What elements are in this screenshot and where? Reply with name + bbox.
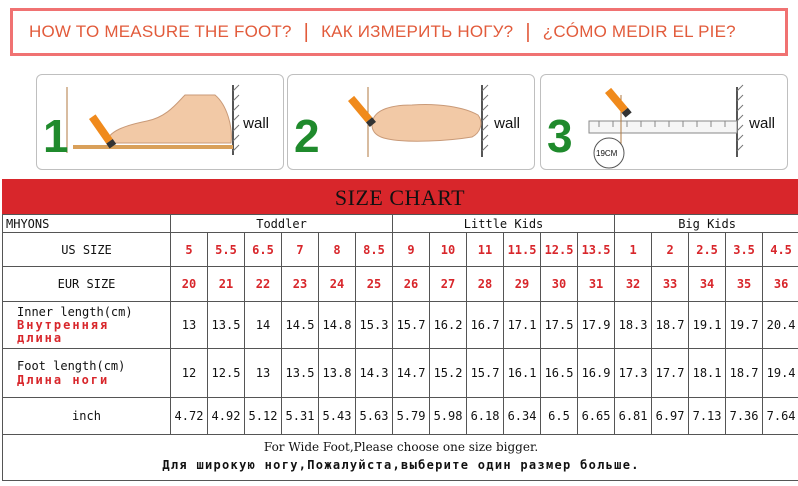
size-cell: 16.2 (430, 302, 467, 349)
size-cell: 24 (319, 267, 356, 302)
size-cell: 33 (652, 267, 689, 302)
size-cell: 19.7 (726, 302, 763, 349)
brand-label: MHYONS (3, 215, 171, 233)
size-cell: 13.5 (208, 302, 245, 349)
size-table (2, 214, 798, 481)
banner-title-en: HOW TO MEASURE THE FOOT? (29, 22, 292, 41)
size-cell: 3.5 (726, 233, 763, 267)
size-cell: 18.1 (689, 349, 726, 398)
banner-separator: | (525, 20, 531, 43)
size-cell: 14.7 (393, 349, 430, 398)
size-cell: 16.5 (541, 349, 578, 398)
foot-length-row (3, 349, 798, 398)
size-cell: 19.4 (763, 349, 798, 398)
size-cell: 6.5 (541, 398, 578, 435)
size-cell: 14.8 (319, 302, 356, 349)
size-cell: 6.5 (245, 233, 282, 267)
size-cell: 2 (652, 233, 689, 267)
step-2-panel (287, 74, 535, 170)
size-cell: 12.5 (541, 233, 578, 267)
size-cell: 7 (282, 233, 319, 267)
banner-title-ru: КАК ИЗМЕРИТЬ НОГУ? (321, 22, 514, 41)
size-cell: 12.5 (208, 349, 245, 398)
row-label-ru: Длина ноги (17, 373, 110, 387)
size-cell: 11.5 (504, 233, 541, 267)
size-chart-title: SIZE CHART (2, 179, 798, 214)
size-cell: 17.3 (615, 349, 652, 398)
eur-size-row (3, 267, 798, 302)
step-number: 3 (547, 110, 573, 162)
size-cell: 13.5 (282, 349, 319, 398)
size-chart (2, 179, 798, 486)
ruler-measure-label: 19CM (596, 149, 618, 158)
size-cell: 19.1 (689, 302, 726, 349)
inner-length-row (3, 302, 798, 349)
wall-label: wall (243, 115, 269, 132)
step-number: 1 (43, 110, 69, 162)
size-cell: 36 (763, 267, 798, 302)
size-cell: 29 (504, 267, 541, 302)
banner-title-es: ¿CÓMO MEDIR EL PIE? (542, 22, 736, 41)
row-label: inch (3, 398, 171, 435)
size-cell: 4.72 (171, 398, 208, 435)
size-cell: 10 (430, 233, 467, 267)
size-cell: 25 (356, 267, 393, 302)
size-cell: 27 (430, 267, 467, 302)
size-cell: 14.3 (356, 349, 393, 398)
group-little-kids: Little Kids (393, 215, 615, 233)
size-cell: 26 (393, 267, 430, 302)
size-cell: 16.9 (578, 349, 615, 398)
size-cell: 5.43 (319, 398, 356, 435)
row-label-ru: Внутренняя длина (17, 318, 110, 345)
size-cell: 15.7 (393, 302, 430, 349)
group-big-kids: Big Kids (615, 215, 798, 233)
row-label (3, 302, 171, 349)
size-cell: 17.1 (504, 302, 541, 349)
size-cell: 32 (615, 267, 652, 302)
size-cell: 28 (467, 267, 504, 302)
size-cell: 17.7 (652, 349, 689, 398)
size-cell: 23 (282, 267, 319, 302)
row-label-en: Foot length(cm) (17, 359, 126, 373)
size-cell: 5.63 (356, 398, 393, 435)
size-cell: 20.4 (763, 302, 798, 349)
row-label-en: Inner length(cm) (17, 305, 133, 319)
size-cell: 8 (319, 233, 356, 267)
size-cell: 5.12 (245, 398, 282, 435)
row-label (3, 349, 171, 398)
step-1-panel (36, 74, 284, 170)
size-cell: 14.5 (282, 302, 319, 349)
size-cell: 17.5 (541, 302, 578, 349)
size-cell: 31 (578, 267, 615, 302)
size-cell: 20 (171, 267, 208, 302)
size-cell: 1 (615, 233, 652, 267)
size-cell: 18.7 (726, 349, 763, 398)
banner (10, 8, 788, 56)
wall-label: wall (749, 115, 775, 132)
inch-row (3, 398, 798, 435)
size-cell: 4.92 (208, 398, 245, 435)
size-cell: 17.9 (578, 302, 615, 349)
step-3-panel (540, 74, 788, 170)
note-cell (3, 435, 798, 481)
group-header-row (3, 215, 798, 233)
size-cell: 6.18 (467, 398, 504, 435)
note-en: For Wide Foot,Please choose one size bigger. (263, 440, 539, 454)
size-cell: 5 (171, 233, 208, 267)
size-cell: 9 (393, 233, 430, 267)
row-label: EUR SIZE (3, 267, 171, 302)
note-ru: Для широкую ногу,Пожалуйста,выберите один размер больше. (162, 458, 640, 472)
size-cell: 21 (208, 267, 245, 302)
size-cell: 15.2 (430, 349, 467, 398)
size-cell: 4.5 (763, 233, 798, 267)
size-cell: 2.5 (689, 233, 726, 267)
note-row (3, 435, 798, 481)
size-cell: 6.65 (578, 398, 615, 435)
size-cell: 13.8 (319, 349, 356, 398)
group-toddler: Toddler (171, 215, 393, 233)
size-cell: 22 (245, 267, 282, 302)
size-cell: 12 (171, 349, 208, 398)
us-size-row (3, 233, 798, 267)
size-cell: 13 (245, 349, 282, 398)
size-cell: 13.5 (578, 233, 615, 267)
size-cell: 14 (245, 302, 282, 349)
size-cell: 35 (726, 267, 763, 302)
size-cell: 6.81 (615, 398, 652, 435)
size-cell: 5.5 (208, 233, 245, 267)
size-cell: 6.34 (504, 398, 541, 435)
size-cell: 6.97 (652, 398, 689, 435)
size-cell: 18.7 (652, 302, 689, 349)
size-cell: 16.7 (467, 302, 504, 349)
size-cell: 5.31 (282, 398, 319, 435)
banner-inner (13, 11, 785, 53)
size-cell: 7.64 (763, 398, 798, 435)
size-cell: 15.3 (356, 302, 393, 349)
size-cell: 7.13 (689, 398, 726, 435)
size-cell: 15.7 (467, 349, 504, 398)
size-cell: 34 (689, 267, 726, 302)
size-cell: 11 (467, 233, 504, 267)
size-cell: 7.36 (726, 398, 763, 435)
size-cell: 13 (171, 302, 208, 349)
step-number: 2 (294, 110, 320, 162)
row-label: US SIZE (3, 233, 171, 267)
size-cell: 16.1 (504, 349, 541, 398)
banner-separator: | (303, 20, 310, 43)
size-cell: 8.5 (356, 233, 393, 267)
size-cell: 30 (541, 267, 578, 302)
size-cell: 18.3 (615, 302, 652, 349)
size-cell: 5.98 (430, 398, 467, 435)
wall-label: wall (494, 115, 520, 132)
size-cell: 5.79 (393, 398, 430, 435)
